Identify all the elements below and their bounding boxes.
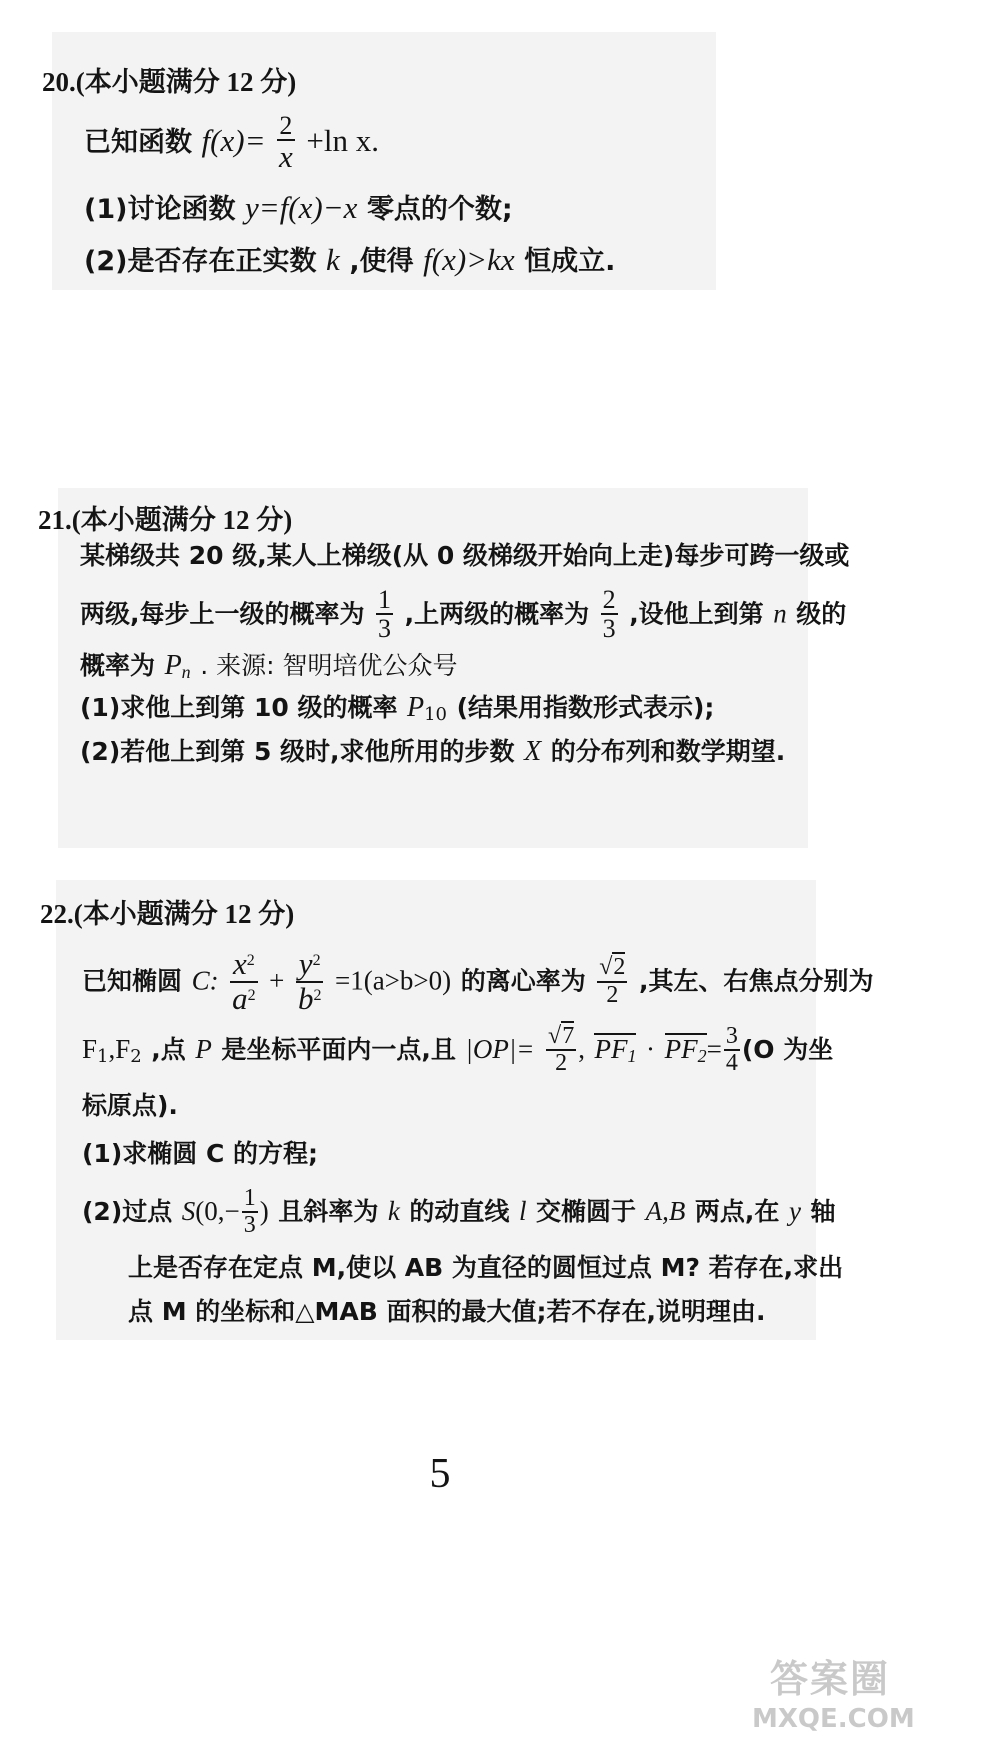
q20-tail: +ln x. [306,122,379,158]
q20-intro: 已知函数 [84,126,192,158]
q22-x-fraction: $\frac{x^2}{a^2}$ [232,946,256,1016]
q22-vector-pf1: $PF_1$ [594,1034,637,1067]
watermark-url: MXQE.COM [752,1704,915,1734]
q20-func: f(x)= [201,122,266,158]
q22-dot-fraction: $\frac{3}{4}$ [725,1023,738,1077]
q22-line3: 标原点). [82,1091,178,1120]
q22-s-fraction: $\frac{1}{3}$ [243,1185,256,1239]
q22-eccentricity: $\frac{√2}{2}$ [599,954,626,1008]
q21-fraction-1-3: $\frac{1}{3}$ [378,585,392,644]
watermark-logo: 答案圈 [770,1657,891,1701]
q20-header: 20.(本小题满分 12 分) [42,67,297,97]
q22-part1: (1)求椭圆 C 的方程; [82,1139,318,1168]
q20-part2: (2)是否存在正实数 k ,使得 f(x)>kx 恒成立. [84,242,616,277]
q21-fraction-2-3: $\frac{2}{3}$ [602,585,616,644]
q20-part1: (1)讨论函数 y=f(x)−x 零点的个数; [84,190,513,225]
page-number: 5 [429,1451,451,1497]
q22-part2-line3: 点 M 的坐标和△MAB 面积的最大值;若不存在,说明理由. [128,1297,766,1326]
q21-line2: 两级,每步上一级的概率为 $\frac{1}{3}$ ,上两级的概率为 $\frac{2}{3}$ ,设他上到第 n 级的 [80,585,847,644]
q22-y-fraction: $\frac{y^2}{b^2}$ [297,946,322,1016]
q20-stem [84,112,379,174]
q21-header: 21.(本小题满分 12 分) [38,505,293,535]
q21-part2: (2)若他上到第 5 级时,求他所用的步数 X 的分布列和数学期望. [80,736,786,767]
q22-part2-line1: (2)过点 S(0,− $\frac{1}{3}$ ) 且斜率为 k 的动直线 l 交椭圆于 A,B 两点,在 y 轴 [82,1185,836,1239]
q20-fraction: $\frac{2}{x}$ [279,111,293,175]
q22-op-fraction: $\frac{√7}{2}$ [548,1023,575,1077]
q21-part1: (1)求他上到第 10 级的概率 $P_{10}$ (结果用指数形式表示); [80,692,715,725]
q22-line2: $F_1,F_2$ ,点 P 是坐标平面内一点,且 |OP|= $\frac{√7}{2}$ , $PF_1 \cdot PF_2=$ $\frac{3}{4}$ (O 为坐 [82,1023,834,1077]
q22-header: 22.(本小题满分 12 分) [40,899,295,929]
q21-line1: 某梯级共 20 级,某人上梯级(从 0 级梯级开始向上走)每步可跨一级或 [80,541,850,570]
q21-source-note: . 来源: 智明培优公众号 [200,651,458,680]
q22-vector-pf2: $PF_2$ [664,1034,707,1067]
q22-line1: 已知椭圆 C: $\frac{x^2}{a^2}$ + $\frac{y^2}{b^2}$ =1(a>b>0) 的离心率为 $\frac{√2}{2}$ ,其左、右焦点分别为 [82,946,874,1016]
q21-line3: 概率为 $P_n$ . 来源: 智明培优公众号 [80,650,458,682]
q22-part2-line2: 上是否存在定点 M,使以 AB 为直径的圆恒过点 M? 若存在,求出 [128,1253,844,1282]
